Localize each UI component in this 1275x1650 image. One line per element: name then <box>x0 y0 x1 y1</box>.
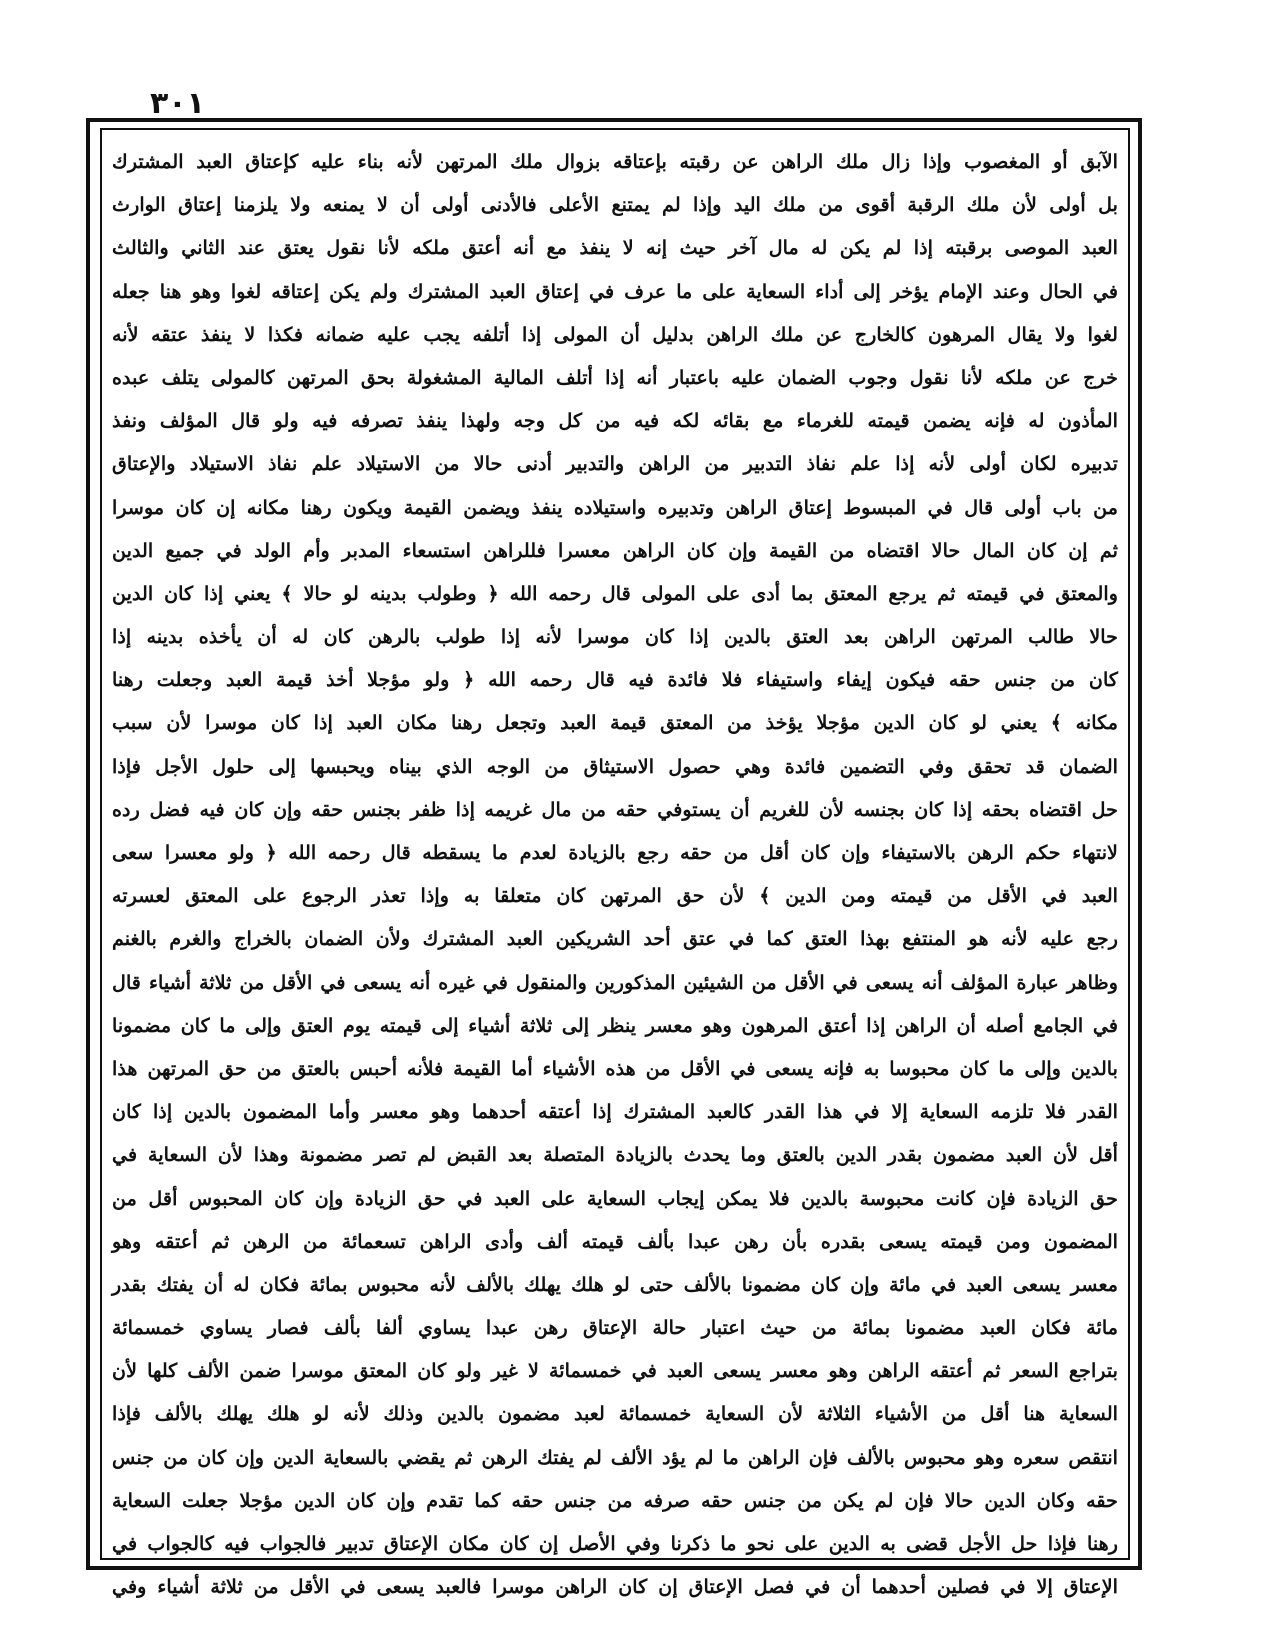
text-line: رجع عليه لأنه هو المنتفع بهذا العتق كما في عتق أحد الشريكين العبد المشترك ولأن الضمان بالخراج والغرم بالغنم <box>112 927 1118 951</box>
text-line: القدر فلا تلزمه السعاية إلا في هذا القدر كالعبد المشترك إذا أعتقه أحدهما وهو معسر وأما المضمون بالدين إذا كان <box>112 1100 1118 1124</box>
text-line: بتراجع السعر ثم أعتقه الراهن وهو معسر يسعى العبد في خمسمائة لا غير ولو كان المعتق موسرا ضمن الألف كلها لأن <box>112 1359 1118 1383</box>
text-line: حق الزيادة فإن كانت محبوسة بالدين فلا يمكن إيجاب السعاية على العبد في حق الزيادة وإن كان المحبوس أقل من <box>112 1186 1118 1210</box>
text-line: لانتهاء حكم الرهن بالاستيفاء وإن كان أقل من حقه رجع بالزيادة لعدم ما يسقطه قال رحمه الله ﴿ ولو معسرا سعى <box>112 841 1118 864</box>
text-line: والمعتق في قيمته ثم يرجع المعتق بما أدى على المولى قال رحمه الله ﴿ وطولب بدينه لو حالا ﴾ يعني إذا كان الدين <box>112 581 1118 605</box>
text-line: حقه وكان الدين حالا فإن لم يكن من جنس حقه صرفه من جنس حقه كما تقدم وإن كان الدين مؤجلا جعلت السعاية <box>112 1488 1118 1512</box>
text-line: مائة فكان العبد مضمونا بمائة من حيث اعتبار حالة الإعتاق رهن عبدا يساوي ألفا بألف فصار يساوي خمسمائة <box>112 1316 1118 1340</box>
text-line: كان من جنس حقه فيكون إيفاء واستيفاء فلا فائدة فيه قال رحمه الله ﴿ ولو مؤجلا أخذ قيمة العبد وجعلت رهنا <box>112 668 1118 692</box>
text-line: في الجامع أصله أن الراهن إذا أعتق المرهون وهو معسر ينظر إلى ثلاثة أشياء إلى قيمته يوم العتق وإلى ما كان مضمونا <box>112 1013 1118 1037</box>
text-line: من باب أولى قال في المبسوط إعتاق الراهن وتدبيره واستيلاده ينفذ ويضمن القيمة ويكون رهنا مكانه إن كان موسرا <box>112 495 1118 519</box>
text-line: وظاهر عبارة المؤلف أنه يسعى في الأقل من الشيئين المذكورين والمنقول في غيره أنه يسعى في الأقل من ثلاثة أشياء قال <box>112 970 1118 994</box>
text-line: السعاية هنا أقل من الأشياء الثلاثة لأن السعاية خمسمائة لعبد مضمون بالدين وذلك لأنه لو هلك يهلك بالألف فإذا <box>112 1402 1118 1426</box>
text-line: خرج عن ملكه لأنا نقول وجوب الضمان عليه باعتبار أنه إذا أتلف المالية المشغولة بحق المرتهن كالمولى يتلف عبده <box>112 365 1118 389</box>
text-line: الإعتاق إلا في فصلين أحدهما أن في فصل الإعتاق إن كان الراهن موسرا فالعبد يسعى في الأقل من ثلاثة أشياء وفي <box>112 1575 1118 1599</box>
text-line: ثم إن كان المال حالا اقتضاه من القيمة وإن كان الراهن معسرا فللراهن استسعاء المدبر وأم الولد في جميع الدين <box>112 538 1118 562</box>
text-body <box>112 140 1118 1599</box>
text-line: المضمون ومن قيمته يسعى بقدره بأن رهن عبدا بألف قيمته ألف وأدى الراهن تسعمائة من الرهن ثم أعتقه وهو <box>112 1229 1118 1253</box>
text-line: بل أولى لأن ملك الرقبة أقوى من ملك اليد وإذا لم يمتنع الأعلى فالأدنى أولى أن لا يمنعه ولا يلزمنا إعتاق الوارث <box>112 193 1118 217</box>
text-line: الآبق أو المغصوب وإذا زال ملك الراهن عن رقبته بإعتاقه بزوال ملك المرتهن لأنه بناء عليه كإعتاق العبد المشترك <box>112 150 1118 173</box>
text-line: رهنا فإذا حل الأجل قضى به الدين على نحو ما ذكرنا وفي الأصل إن كان مكان الإعتاق تدبير فالجواب فيه كالجواب في <box>112 1532 1118 1555</box>
text-line: حالا طالب المرتهن الراهن بعد العتق بالدين إذا كان موسرا لأنه إذا طولب بالرهن كان له أن يأخذه بدينه إذا <box>112 625 1118 649</box>
text-line: انتقص سعره وهو محبوس بالألف فإن الراهن ما لم يؤد الألف لم يفتك الرهن ثم يقضي بالسعاية الدين وإن كان من جنس <box>112 1445 1118 1469</box>
text-line: المأذون له فإنه يضمن قيمته للغرماء مع بقائه لكه فيه من كل وجه ولهذا ينفذ تصرفه فيه ولو قال المؤلف ونفذ <box>112 409 1118 433</box>
text-line: تدبيره لكان أولى لأنه إذا علم نفاذ التدبير من الراهن والتدبير أدنى حالا من الاستيلاد علم نفاذ الاستيلاد والإعتاق <box>112 452 1118 476</box>
text-line: مكانه ﴾ يعني لو كان الدين مؤجلا يؤخذ من المعتق قيمة العبد وتجعل رهنا مكان العبد إذا كان موسرا لأن سبب <box>112 711 1118 735</box>
text-line: الضمان قد تحقق وفي التضمين فائدة وهي حصول الاستيثاق من الوجه الذي بيناه ويحبسها إلى حلول الأجل فإذا <box>112 754 1118 778</box>
text-line: معسر يسعى العبد في مائة وإن كان مضمونا بالألف حتى لو هلك يهلك بالألف لأنه محبوس بمائة فكان له أن يفتك بقدر <box>112 1272 1118 1296</box>
page-number: ٣٠١ <box>150 86 205 121</box>
text-line: العبد في الأقل من قيمته ومن الدين ﴾ لأن حق المرتهن كان متعلقا به وإذا تعذر الرجوع على المعتق لعسرته <box>112 884 1118 908</box>
text-line: أقل لأن العبد مضمون بقدر الدين بالعتق وما يحدث بالزيادة المتصلة بعد القبض لم تصر مضمونة وهذا لأن السعاية في <box>112 1143 1118 1167</box>
text-line: حل اقتضاه بحقه إذا كان بجنسه لأن للغريم أن يستوفي حقه من مال غريمه إذا ظفر بجنس حقه وإن كان فيه فضل رده <box>112 797 1118 821</box>
text-line: لغوا ولا يقال المرهون كالخارج عن ملك الراهن بدليل أن المولى إذا أتلفه يجب عليه ضمانه فكذا لا ينفذ عتقه لأنه <box>112 322 1118 346</box>
text-line: بالدين وإلى ما كان محبوسا به فإنه يسعى في الأقل من هذه الأشياء أما القيمة فلأنه أحبس بالعتق من حق المرتهن هذا <box>112 1056 1118 1080</box>
text-line: العبد الموصى برقبته إذا لم يكن له مال آخر حيث إنه لا ينفذ مع أنه أعتق ملكه لأنا نقول يعتق عند الثاني والثالث <box>112 236 1118 260</box>
text-line: في الحال وعند الإمام يؤخر إلى أداء السعاية على ما عرف في إعتاق العبد المشترك ولم يكن إعتاقه لغوا وهو هنا جعله <box>112 279 1118 303</box>
